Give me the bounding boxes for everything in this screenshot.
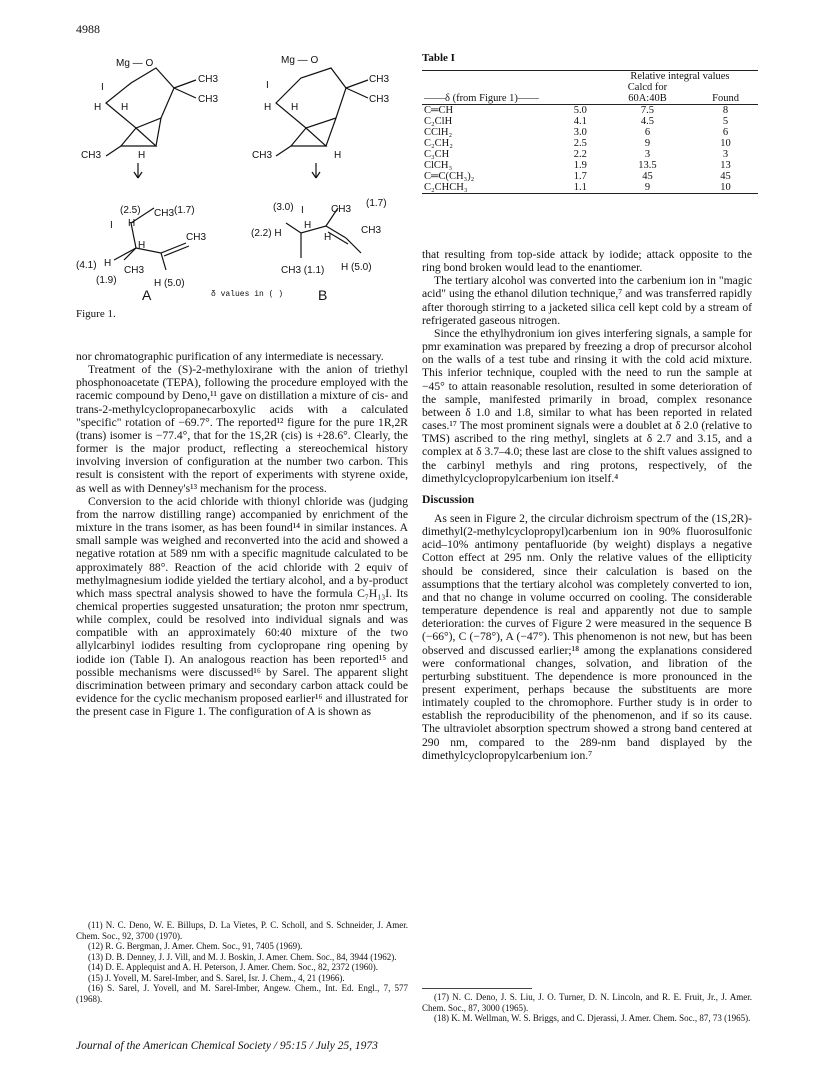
table-cell-calcd: 9 (644, 138, 651, 149)
table-cell-calcd: 45 (642, 171, 653, 182)
page-number: 4988 (76, 22, 100, 36)
table-cell-group: C₃CH (424, 149, 450, 160)
journal-footer: Journal of the American Chemical Society / 95:15 / July 25, 1973 (76, 1040, 378, 1052)
table-cell-found: 5 (722, 116, 729, 127)
left-column (76, 350, 408, 718)
table-row (422, 149, 758, 160)
table-row (422, 160, 758, 171)
footnote: (17) N. C. Deno, J. S. Liu, J. O. Turner, D. N. Lincoln, and R. E. Fruit, Jr., J. Amer. Chem. Soc., 87, 3000 (1965). (422, 992, 752, 1013)
shift-label: (1.9) (96, 275, 117, 286)
h-label: H (128, 218, 136, 229)
table-cell-calcd: 3 (644, 149, 651, 160)
table-cell-group: ClCH₃ (424, 160, 453, 171)
table-cell-found: 8 (722, 105, 729, 116)
table-row (422, 127, 758, 138)
table-cell-found: 13 (720, 160, 731, 171)
table-cell-calcd: 9 (644, 182, 651, 193)
table-row (422, 182, 758, 194)
table-cell-calcd: 4.5 (640, 116, 655, 127)
paragraph: Treatment of the (S)-2-methyloxirane with the anion of triethyl phosphonoacetate (TEPA), following the procedure employed with the racemic compound by Deno,¹¹ gave on distillation a mixture of cis- and trans-2-methylcyclopropanecarboxylic acids with a calculated "specific" rotation of −69.7°. The reported¹² figure for the pure 1R,2R (trans) isomer is −77.4°, that for the 1S,2R (cis) is +28.6°. Clearly, the former is the major product, reflecting a stereochemical history involving inversion of configuration at the number two carbon. This result is consistent with the report of experiments with styrene oxide, as well as with Denney's¹³ mechanism for the process. (76, 363, 408, 495)
left-footnotes (76, 920, 408, 1004)
table-header-calcd: Calcd for (627, 82, 668, 93)
footnote: (14) D. E. Applequist and A. H. Peterson, J. Amer. Chem. Soc., 82, 2372 (1960). (88, 962, 378, 972)
table-title: Table I (422, 52, 455, 64)
ch3-label: CH3 (186, 232, 207, 243)
table-cell-group: C═C(CH₃)₂ (424, 171, 475, 182)
shift-label: CH3 (1.1) (281, 265, 325, 276)
table-cell-delta: 5.0 (573, 105, 587, 116)
right-footnotes (422, 992, 752, 1024)
shift-label: H (5.0) (341, 262, 372, 273)
structure-a-label: A (142, 287, 152, 303)
paragraph: As seen in Figure 2, the circular dichroism spectrum of the (1S,2R)-dimethyl(2-methylcyclopropyl)carbenium ion in 90% fluorosulfonic acid–10% antimony pentafluoride (by weight) displays a negative Cotton effect at 295 nm. Only the relative values of the ellipticity should be considered, since their calculation is based on the assumptions that the tertiary alcohol was completely converted to ion, and that no change in volume occurred on cooling. The considerable temperature dependence is real and apparently not due to sample deterioration: the curves of Figure 2 were measured in the sequence B (−66°), C (−78°), A (−47°). This phenomenon is not new, but has been observed and discussed earlier;¹⁸ among the explanations considered were conformational changes, solvation, and libration of the perturbing substituent. The dependence is more pronounced in the present experiment, perhaps because the substituents are more intimately coupled to the chromophore. Further study is in order to establish the reproducibility of the phenomenon, and if so its cause. The ultraviolet absorption spectrum showed a strong band centered at 290 nm, compared to the 289-nm band displayed by the dimethylcyclopropylcarbenium ion.⁷ (422, 511, 752, 762)
table-cell-group: C₂CHCH₃ (424, 182, 468, 193)
table-cell-found: 6 (722, 127, 729, 138)
footnote-rule (422, 988, 532, 989)
table-grid (422, 70, 758, 194)
table-cell-calcd: 13.5 (638, 160, 657, 171)
table-row (422, 171, 758, 182)
table-row (422, 105, 758, 117)
paragraph: that resulting from top-side attack by iodide; attack opposite to the ring bond broken would lead to the enantiomer. (422, 248, 752, 275)
table-cell-found: 45 (720, 171, 731, 182)
i-label-left: I (101, 82, 104, 93)
section-heading: Discussion (422, 492, 475, 506)
shift-label: (1.7) (366, 198, 387, 209)
h-label: H (334, 150, 342, 161)
paragraph: The tertiary alcohol was converted into the carbenium ion in "magic acid" using the ethanol dilution technique,⁷ and was transferred rapidly after thorough stirring to a jacketed silica cell kept cold by a stream of refrigerated gaseous nitrogen. (422, 274, 752, 327)
ch3-label: CH3 (361, 225, 382, 236)
ch3-label: CH3 (369, 74, 390, 85)
table-cell-delta: 4.1 (573, 116, 587, 127)
table-header-delta: ——δ (from Figure 1)—— (424, 93, 539, 104)
right-column (422, 248, 752, 762)
table-cell-group: CClH₂ (424, 127, 453, 138)
shift-label: (4.1) (76, 260, 97, 271)
table-cell-found: 3 (722, 149, 729, 160)
h-label: H (121, 102, 129, 113)
ch3-label: CH3 (198, 74, 219, 85)
ch3-label: CH3 (154, 208, 175, 219)
table-row (422, 138, 758, 149)
paragraph: Conversion to the acid chloride with thionyl chloride was (judging from the narrow distilling range) accompanied by enrichment of the mixture in the trans isomer, as has been found¹⁴ in similar instances. A small sample was weighed and reconverted into the acid and showed a negative rotation at 589 nm with a specific magnitude calculated to be approximately 88°. Reaction of the acid chloride with 2 equiv of methylmagnesium iodide yielded the tertiary alcohol, and a by-product which mass spectral analysis showed to have the formula C₇H₁₃I. Its chemical properties suggested unsaturation; the proton nmr spectrum, while complex, could be resolved into individual signals and was compatible with an approximately 60:40 mixture of the two allylcarbinyl iodides resulting from cyclopropane ring opening by iodide ion (Table I). An analogous reaction has been reported¹⁵ and possible mechanisms were discussed¹⁶ by Sarel. The apparent slight discrimination between primary and secondary carbon attack could be evidence for the cyclic mechanism proposed earlier¹⁶ and illustrated for the present case in Figure 1. The configuration of A is shown as (76, 494, 408, 719)
table-header-ratio: 60A:40B (628, 93, 667, 104)
mg-o-label-left: Mg — O (116, 58, 154, 69)
figure-caption: Figure 1. (76, 308, 116, 320)
i-label: I (301, 205, 304, 216)
delta-note: δ values in ( ) (211, 290, 284, 299)
i-label-right: I (266, 80, 269, 91)
h-label: H (304, 220, 312, 231)
h-label: H (291, 102, 299, 113)
table-cell-delta: 3.0 (573, 127, 587, 138)
table-cell-group: C₂ClH (424, 116, 453, 127)
ch3-label: CH3 (369, 94, 390, 105)
footnote: (11) N. C. Deno, W. E. Billups, D. La Vietes, P. C. Scholl, and S. Schneider, J. Amer. Chem. Soc., 92, 3700 (1970). (76, 920, 408, 941)
h-label: H (94, 102, 102, 113)
footnote: (18) K. M. Wellman, W. S. Briggs, and C. Djerassi, J. Amer. Chem. Soc., 87, 73 (1965). (434, 1013, 751, 1023)
h-label: H (264, 102, 272, 113)
shift-label: (2.5) (120, 205, 141, 216)
i-label: I (110, 220, 113, 231)
table-header-group: Relative integral values (630, 71, 730, 82)
ch3-label: CH3 (331, 204, 352, 215)
shift-label: H (5.0) (154, 278, 185, 289)
table-cell-group: C═CH (424, 105, 454, 116)
table-cell-delta: 1.7 (573, 171, 587, 182)
table-cell-calcd: 6 (644, 127, 651, 138)
table-cell-delta: 1.1 (573, 182, 587, 193)
table-header-found: Found (712, 93, 739, 104)
table-cell-found: 10 (720, 182, 731, 193)
ch3-label: CH3 (252, 150, 273, 161)
paragraph: nor chromatographic purification of any intermediate is necessary. (76, 350, 384, 363)
mg-o-label-right: Mg — O (281, 55, 319, 66)
table-cell-delta: 2.2 (573, 149, 587, 160)
ch3-label: CH3 (198, 94, 219, 105)
h-label: H (324, 232, 332, 243)
shift-label: (3.0) (273, 202, 294, 213)
shift-label: (1.7) (174, 205, 195, 216)
table-cell-calcd: 7.5 (640, 105, 655, 116)
h-label: H (138, 150, 146, 161)
footnote: (13) D. B. Denney, J. J. Vill, and M. J. Boskin, J. Amer. Chem. Soc., 84, 3944 (1962). (88, 951, 397, 962)
paragraph: Since the ethylhydronium ion gives interfering signals, a sample for pmr examination was prepared by freezing a drop of precursor alcohol on the walls of a test tube and rinsing it with the cold acid mixture. This inferior technique, coupled with the need to run the sample at −45° to attain reasonable resolution, resulted in some deterioration of the sample, manifested primarily in broad, complex resonance between δ 1.0 and 1.8, similar to what has been reported in related cases.¹⁷ The most prominent signals were a doublet at δ 2.0 (relative to TMS) ascribed to the ring methyl, singlets at δ 2.7 and 3.15, and a complex at δ 3.7–4.0; these last are close to the shift values assigned to the carbinyl methyls and ring protons, respectively, of the dimethylcyclopropylcarbenium ion itself.⁴ (422, 326, 752, 485)
h-label: H (104, 258, 112, 269)
ch3-label: CH3 (124, 265, 145, 276)
footnote: (15) J. Yovell, M. Sarel-Imber, and S. Sarel, Isr. J. Chem., 4, 21 (1966). (88, 972, 345, 983)
table-row (422, 116, 758, 127)
table-cell-delta: 1.9 (573, 160, 587, 171)
footnote: (12) R. G. Bergman, J. Amer. Chem. Soc., 91, 7405 (1969). (88, 941, 303, 951)
table-cell-delta: 2.5 (573, 138, 587, 149)
figure-1-structures (76, 48, 406, 338)
table-cell-group: C₂CH₂ (424, 138, 453, 149)
structure-b-label: B (318, 287, 328, 303)
ch3-label: CH3 (81, 150, 102, 161)
shift-label: (2.2) H (251, 228, 282, 239)
table-cell-found: 10 (720, 138, 731, 149)
footnote: (16) S. Sarel, J. Yovell, and M. Sarel-Imber, Angew. Chem., Int. Ed. Engl., 7, 577 (1968). (76, 983, 408, 1004)
table-1 (422, 52, 758, 194)
h-label: H (138, 240, 146, 251)
